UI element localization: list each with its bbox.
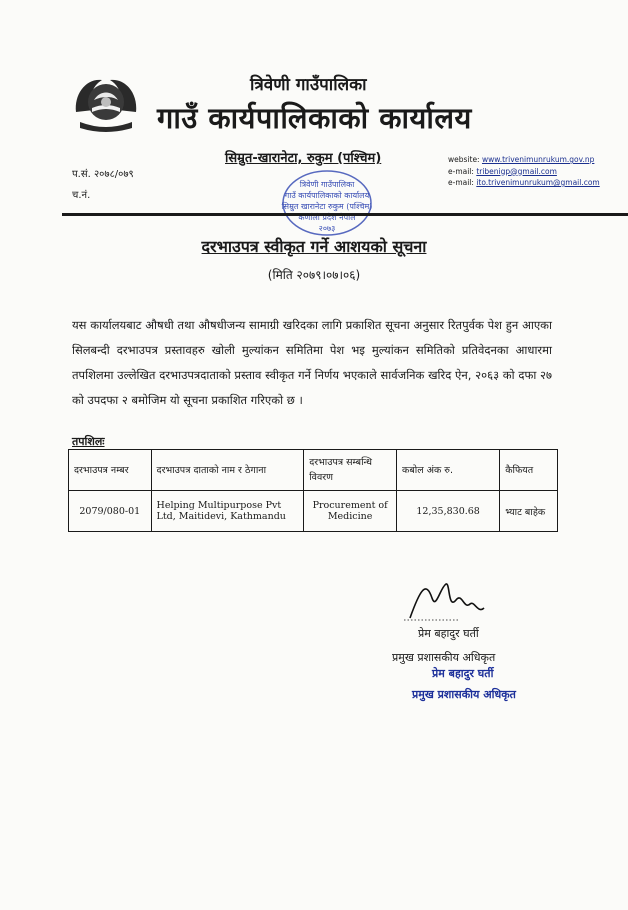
name-stamp: प्रेम बहादुर घर्ती <box>432 667 494 680</box>
bid-table <box>68 449 558 532</box>
table-header-cell: दरभाउपत्र नम्बर <box>69 450 152 491</box>
table-header-row <box>69 450 558 491</box>
details-label: तपशिलः <box>72 435 105 448</box>
website-label: website: <box>448 155 480 164</box>
notice-body: यस कार्यालयबाट औषधी तथा औषधीजन्य सामाग्री खरिदका लागि प्रकाशित सूचना अनुसार रितपुर्वक पेश हुन आएका सिलबन्दी दरभाउपत्र प्रस्तावहरु खोली मुल्यांकन समितिमा पेश भइ मुल्यांकन समितिको प्रतिवेदनका आधारमा तपशिलमा उल्लेखित दरभाउपत्रदाताको प्रस्ताव स्वीकृत गर्ने निर्णय भएकाले सार्वजनिक खरिद ऐन, २०६३ को दफा २७ को उपदफा २ बमोजिम यो सूचना प्रकाशित गरिएको छ । <box>72 318 552 407</box>
stamp-line: कर्णाली प्रदेश नेपाल <box>298 213 356 222</box>
table-header-cell: दरभाउपत्र सम्बन्धि विवरण <box>304 450 397 491</box>
website-link[interactable]: www.trivenimunrukum.gov.np <box>481 155 595 164</box>
office-name: गाउँ कार्यपालिकाको कार्यालय <box>157 101 472 135</box>
stamp-line: सिम्रुत खारानेटा रुकुम (पश्चिम) <box>281 202 373 211</box>
title-stamp: प्रमुख प्रशासकीय अधिकृत <box>412 688 516 701</box>
office-stamp <box>278 165 376 237</box>
table-cell: Procurement of Medicine <box>304 491 397 532</box>
nepal-emblem-icon <box>72 72 140 136</box>
table-row <box>69 491 558 532</box>
signer-title: प्रमुख प्रशासकीय अधिकृत <box>392 651 496 664</box>
municipality-name: त्रिवेणी गाउँपालिका <box>250 75 367 95</box>
dispatch-number: च.नं. <box>72 190 91 201</box>
email-label: e-mail: <box>448 178 474 187</box>
notice-date: (मिति २०७९।०७।०६) <box>267 268 361 282</box>
table-cell: 2079/080-01 <box>69 491 152 532</box>
table-header-cell: कबोल अंक रु. <box>397 450 500 491</box>
table-cell: 12,35,830.68 <box>397 491 500 532</box>
email-label: e-mail: <box>448 166 474 176</box>
signature-mark <box>400 570 495 630</box>
reference-number: प.सं. २०७८/०७९ <box>72 169 134 180</box>
office-address: सिम्रुत-खारानेटा, रुकुम (पश्चिम) <box>225 151 382 166</box>
table-header-cell: दरभाउपत्र दाताको नाम र ठेगाना <box>151 450 304 491</box>
notice-title <box>0 235 628 257</box>
header-divider <box>62 213 628 216</box>
table-header-cell: कैफियत <box>500 450 558 491</box>
table-cell: Helping Multipurpose Pvt Ltd, Maitidevi, Kathmandu <box>151 491 304 532</box>
email-link[interactable]: tribenigp@gmail.com <box>476 166 557 176</box>
stamp-line: गाउँ कार्यपालिकाको कार्यालय <box>284 191 370 200</box>
stamp-year: २०७३ <box>318 224 336 233</box>
table-cell: भ्याट बाहेक <box>500 491 558 532</box>
notice-title-text: दरभाउपत्र स्वीकृत गर्ने आशयको सूचना <box>201 237 427 256</box>
email-link[interactable]: ito.trivenimunrukum@gmail.com <box>476 178 600 187</box>
stamp-line: त्रिवेणी गाउँपालिका <box>299 180 355 189</box>
signer-name: प्रेम बहादुर घर्ती <box>418 627 479 640</box>
contact-block <box>448 154 600 189</box>
